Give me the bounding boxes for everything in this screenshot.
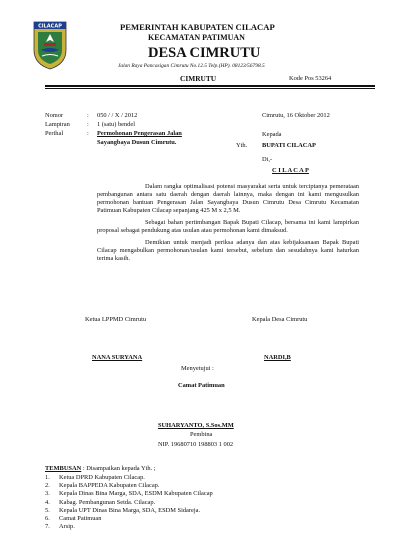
letterhead-government: PEMERINTAH KABUPATEN CILACAP — [120, 22, 275, 32]
tembusan-label: TEMBUSAN — [45, 465, 82, 472]
camat-nip: NIP. 19680710 198803 1 002 — [158, 441, 234, 448]
tembusan-item-text: Kepala UPT Dinas Bina Marga, SDA, ESDM Sidareja. — [59, 506, 201, 514]
tembusan-item-text: Ketua DPRD Kabupaten Cilacap. — [59, 474, 145, 481]
body-paragraph-1: Dalam rangka optimalisasi potensi masyarakat serta untuk terciptanya pemerataan pembangunan antara satu daerah dengan daerah lainnya, maka dengan ini kami mengusulkan permohonan bantuan Pengerasan Jalan Sayangbaya Dusun Cimrutu Desa Cimrutu Kecamatan Patimuan Kabupaten Cilacap sepanjang 425 M x 2,5 M. — [97, 183, 359, 214]
regency-emblem-logo — [32, 20, 68, 70]
tembusan-item-number: 3. — [45, 490, 50, 498]
approver-title: Camat Patimuan — [178, 382, 225, 389]
lampiran-colon: : — [87, 121, 89, 128]
tembusan-item-text: Kepala Dinas Bina Marga, SDA, ESDM Kabupaten Cilacap — [59, 490, 213, 498]
left-signatory-name: NANA SURYANA — [92, 354, 143, 361]
logo-caption: CILACAP — [38, 23, 62, 30]
body-paragraph-3: Demikian untuk menjadi periksa adanya dan atas kebijaksanaan Bapak Bupati Cilacap mengabulkan permohonan/usulan kami tersebut, sebelum dan sesudahnya kami haturkan terima kasih. — [97, 239, 359, 262]
perihal-colon: : — [87, 130, 89, 137]
left-signatory-title: Ketua LPPMD Cimrutu — [85, 316, 147, 323]
recipient-kepada: Kepada — [262, 131, 282, 138]
tembusan-item-number: 6. — [45, 515, 50, 523]
header-rule-thin — [45, 88, 375, 89]
right-signatory-name: NARDI,B — [264, 354, 291, 361]
tembusan-item-text: Kabag. Pembangunan Setda. Cilacap. — [59, 498, 156, 506]
letterhead-village: DESA CIMRUTU — [148, 45, 261, 61]
nomor-colon: : — [87, 112, 89, 119]
camat-rank: Pembina — [190, 431, 213, 438]
right-signatory-title: Kepala Desa Cimrutu — [252, 316, 308, 323]
tembusan-item-text: Arsip. — [59, 523, 75, 531]
tembusan-item — [45, 507, 213, 515]
tembusan-item — [45, 515, 213, 523]
camat-name: SUHARYANTO, S.Sos.MM — [158, 422, 234, 429]
letterhead-district: KECAMATAN PATIMUAN — [148, 33, 245, 42]
header-rule-thick — [45, 85, 375, 87]
tembusan-item — [45, 499, 213, 507]
perihal-line-1: Permohonan Pengerasan Jalan — [97, 130, 182, 137]
tembusan-item — [45, 474, 213, 482]
tembusan-item — [45, 482, 213, 490]
perihal-line-2: Sayangbaya Dusun Cimrutu. — [97, 139, 177, 146]
letter-date: Cimrutu, 16 Oktober 2012 — [262, 112, 330, 119]
lampiran-value: 1 (satu) bendel — [97, 121, 135, 128]
recipient-city: C I L A C A P — [272, 167, 309, 174]
perihal-label: Perihal — [45, 130, 64, 137]
letter-body — [97, 183, 359, 263]
tembusan-item-number: 7. — [45, 523, 50, 531]
body-paragraph-2: Sebagai bahan pertimbangan Bapak Bupati Cilacap, bersama ini kami lampirkan proposal sebagai pendukung atas usulan atau permohonan kami dimaksud. — [97, 219, 359, 234]
lampiran-label: Lampiran — [45, 121, 70, 128]
tembusan-intro: : Disampaikan kepada Yth. ; — [81, 465, 156, 472]
tembusan-item-text: Kepala BAPPEDA Kabupaten Cilacap. — [59, 482, 160, 490]
letterhead-address: Jalan Raya Pancasigan Cimrutu No.12.5 Telp.(HP). 08123/56798.5 — [118, 63, 265, 69]
recipient-di: Di,- — [262, 156, 273, 163]
tembusan-item-number: 5. — [45, 506, 50, 514]
tembusan-item-number: 2. — [45, 482, 50, 490]
tembusan-item — [45, 490, 213, 498]
recipient-yth: Yth. — [236, 142, 248, 149]
nomor-label: Nomor — [45, 112, 64, 119]
tembusan-list — [45, 474, 213, 531]
tembusan-item — [45, 523, 213, 531]
tembusan-heading — [45, 465, 156, 473]
tembusan-item-text: Camat Patimuan — [59, 515, 102, 523]
nomor-value: 050 / / X / 2012 — [97, 112, 138, 119]
approval-caption: Menyetujui : — [181, 365, 214, 372]
recipient-name: BUPATI CILACAP — [262, 142, 316, 149]
letterhead-postal-code: Kode Pos 53264 — [289, 75, 332, 82]
tembusan-item-number: 4. — [45, 498, 50, 506]
letterhead-village-name: CIMRUTU — [180, 74, 217, 83]
tembusan-item-number: 1. — [45, 474, 50, 481]
